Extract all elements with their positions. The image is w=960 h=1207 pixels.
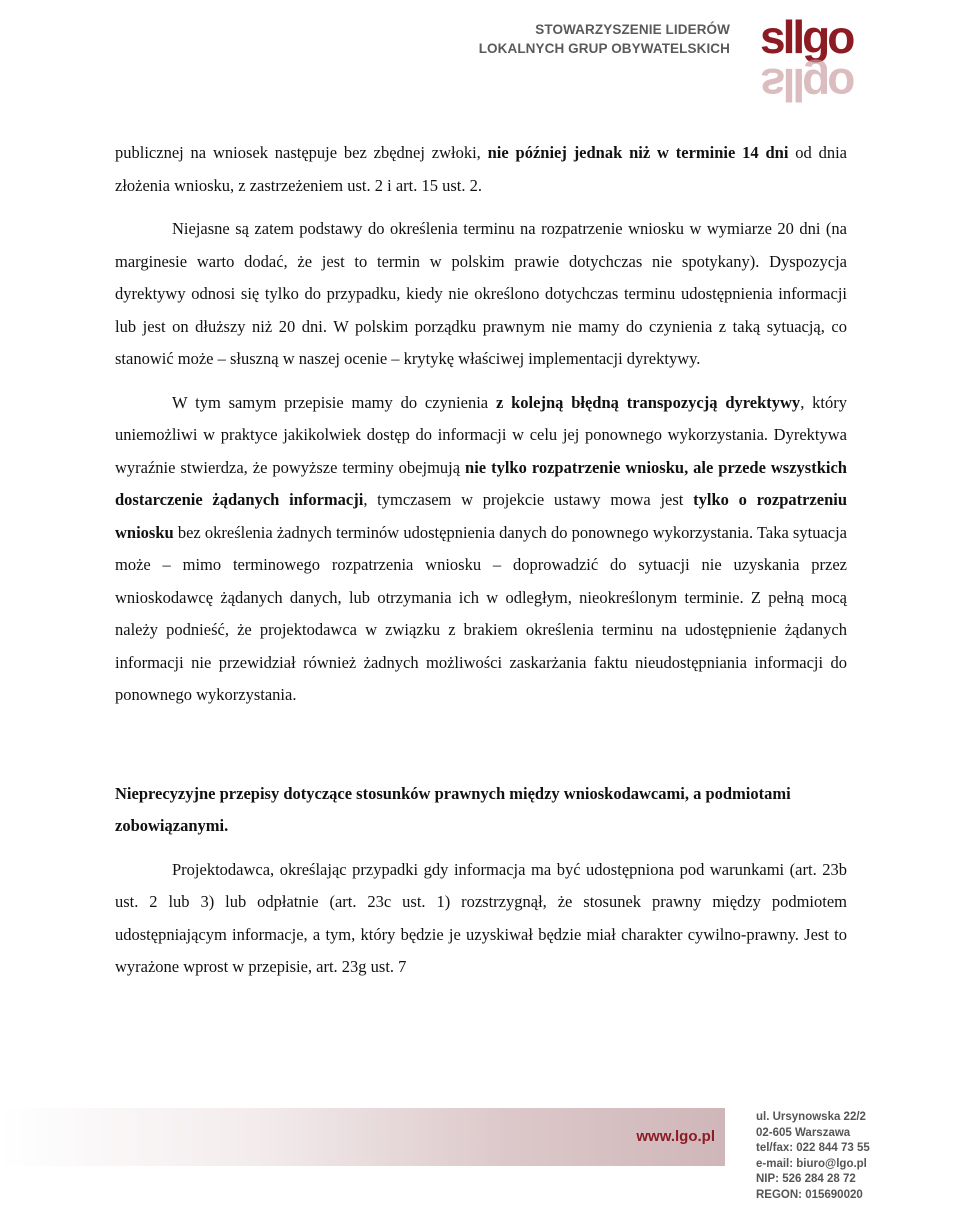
emphasis: tylko o rozpatrzeniu wniosku — [115, 490, 848, 542]
organization-name-line-1: STOWARZYSZENIE LIDERÓW — [535, 22, 730, 37]
emphasis: nie tylko rozpatrzenie wniosku, ale przede wszystkich dostarczenie żądanych informacji — [115, 457, 847, 509]
address-street: ul. Ursynowska 22/2 — [756, 1111, 866, 1123]
emphasis: nie później jednak niż w terminie 14 dni — [487, 143, 789, 162]
address-nip: NIP: 526 284 28 72 — [756, 1173, 856, 1185]
paragraph-4: Projektodawca, określając przypadki gdy informacja ma być udostępniona pod warunkami (art. 23b ust. 2 lub 3) lub odpłatnie (art. 23c ust. 1) rozstrzygnął, że stosunek prawny między podmiotem udostępniającym informacje, a tym, który będzie je uzyskiwał będzie miał charakter cywilno-prawny. Jest to wyrażone wprost w przepisie, art. 23g ust. 7 — [115, 859, 847, 976]
paragraph-1: publicznej na wniosek następuje bez zbędnej zwłoki, nie później jednak niż w terminie 14 dni od dnia złożenia wniosku, z zastrzeżeniem ust. 2 i art. 15 ust. 2. — [115, 143, 847, 195]
footer-address — [756, 1110, 870, 1203]
organization-name-line-2: LOKALNYCH GRUP OBYWATELSKICH — [478, 41, 730, 56]
document-body — [115, 137, 847, 984]
address-email[interactable]: e-mail: biuro@lgo.pl — [756, 1157, 867, 1170]
logo-wordmark: sllgo — [760, 11, 853, 63]
address-phone: tel/fax: 022 844 73 55 — [756, 1142, 870, 1154]
footer-website-link[interactable]: www.lgo.pl — [636, 1128, 715, 1145]
address-regon: REGON: 015690020 — [756, 1188, 863, 1201]
address-city: 02-605 Warszawa — [756, 1126, 851, 1139]
section-heading: Nieprecyzyjne przepisy dotyczące stosunków prawnych między wnioskodawcami, a podmiotami zobowiązanymi. — [115, 783, 791, 835]
organization-name — [479, 20, 730, 58]
logo-reflection: sllgo — [760, 59, 853, 111]
organization-logo — [760, 11, 853, 117]
emphasis: z kolejną błędną transpozycją dyrektywy — [495, 392, 801, 412]
paragraph-2: Niejasne są zatem podstawy do określenia terminu na rozpatrzenie wniosku w wymiarze 20 dni (na marginesie warto dodać, że jest to termin w polskim prawie dotychczas nie spotykany). Dyspozycja dyrektywy odnosi się tylko do przypadku, kiedy nie określono dotychczas terminu udostępnienia informacji lub jest on dłuższy niż 20 dni. W polskim porządku prawnym nie mamy do czynienia z taką sytuacją, co stanowić może – słuszną w naszej ocenie – krytykę właściwej implementacji dyrektywy. — [115, 219, 847, 368]
paragraph-3: W tym samym przepisie mamy do czynienia z kolejną błędną transpozycją dyrektywy, który uniemożliwi w praktyce jakikolwiek dostęp do informacji w celu jej ponownego wykorzystania. Dyrektywa wyraźnie stwierdza, że powyższe terminy obejmują nie tylko rozpatrzenie wniosku, ale przede wszystkich dostarczenie żądanych informacji, tymczasem w projekcie ustawy mowa jest tylko o rozpatrzeniu wniosku bez określenia żadnych terminów udostępnienia danych do ponownego wykorzystania. Taka sytuacja może – mimo terminowego rozpatrzenia wniosku – doprowadzić do sytuacji nie uzyskania przez wnioskodawcę żądanych danych, lub otrzymania ich w odległym, nieokreślonym terminie. Z pełną mocą należy podnieść, że projektodawca w związku z brakiem określenia terminu na udostępnienie żądanych informacji nie przewidział również żadnych możliwości zaskarżania faktu nieudostępniania informacji do ponownego wykorzystania. — [115, 392, 848, 704]
